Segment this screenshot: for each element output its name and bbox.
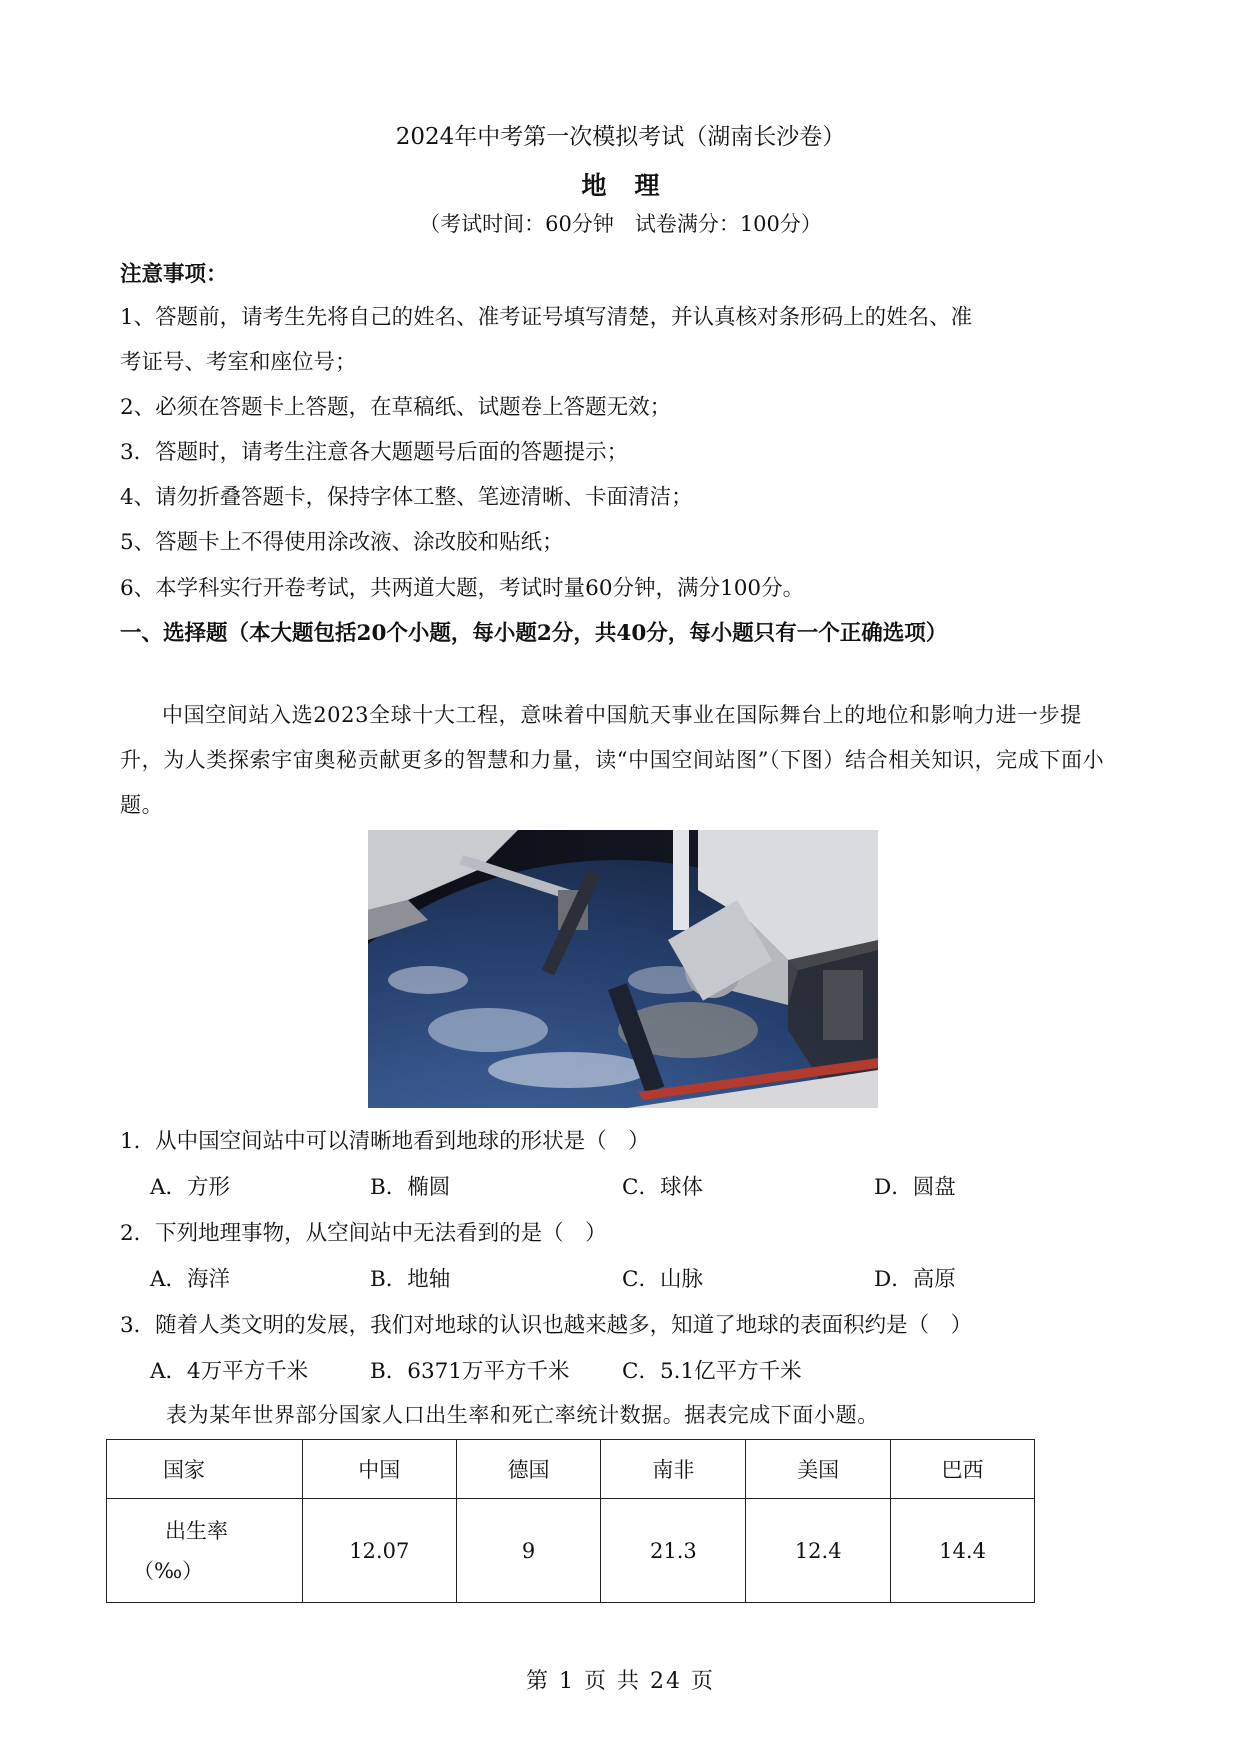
question-2-option-c[interactable]: C．山脉 <box>622 1267 703 1292</box>
question-2-stem: 2．下列地理事物，从空间站中无法看到的是（ ） <box>120 1221 607 1246</box>
passage-space-station: 中国空间站入选2023全球十大工程，意味着中国航天事业在国际舞台上的地位和影响力进一步提升，为人类探索宇宙奥秘贡献更多的智慧和力量，读“中国空间站图”（下图）结合相关知识，完成下面小题。 <box>120 703 1105 817</box>
table-header-cell: 中国 <box>302 1440 456 1499</box>
table-cell: 21.3 <box>601 1499 746 1603</box>
exam-title: 2024年中考第一次模拟考试（湖南长沙卷） <box>395 124 846 150</box>
note-line: 4、请勿折叠答题卡，保持字体工整、笔迹清晰、卡面清洁； <box>120 485 693 510</box>
question-1-option-b[interactable]: B．椭圆 <box>370 1175 451 1200</box>
row-label-line2: （‰） <box>133 1558 204 1583</box>
question-1-stem: 1．从中国空间站中可以清晰地看到地球的形状是（ ） <box>120 1129 650 1154</box>
question-1-option-d[interactable]: D．圆盘 <box>874 1175 956 1200</box>
subject-title: 地理 <box>581 171 688 200</box>
table-row-label <box>107 1499 303 1603</box>
row-label-line1: 出生率 <box>165 1518 228 1543</box>
question-3-stem: 3．随着人类文明的发展，我们对地球的认识也越来越多，知道了地球的表面积约是（ ） <box>120 1313 973 1338</box>
question-3-option-a[interactable]: A．4万平方千米 <box>150 1359 309 1384</box>
exam-time-info: （考试时间：60分钟 试卷满分：100分） <box>419 212 822 236</box>
table-header-row <box>107 1440 1035 1499</box>
question-2-option-a[interactable]: A．海洋 <box>150 1267 231 1292</box>
note-line: 考证号、考室和座位号； <box>120 350 357 375</box>
note-line: 2、必须在答题卡上答题，在草稿纸、试题卷上答题无效； <box>120 395 672 420</box>
table-cell: 12.07 <box>302 1499 456 1603</box>
notes-heading: 注意事项： <box>120 262 228 287</box>
population-table <box>106 1439 1035 1603</box>
table-header-cell: 美国 <box>746 1440 891 1499</box>
table-cell: 9 <box>456 1499 601 1603</box>
question-1-option-a[interactable]: A．方形 <box>150 1175 231 1200</box>
table-header-cell: 德国 <box>456 1440 601 1499</box>
note-line: 5、答题卡上不得使用涂改液、涂改胶和贴纸； <box>120 530 564 555</box>
note-line: 3．答题时，请考生注意各大题题号后面的答题提示； <box>120 440 629 465</box>
section-heading: 一、选择题（本大题包括20个小题，每小题2分，共40分，每小题只有一个正确选项） <box>120 621 948 646</box>
passage-population-table: 表为某年世界部分国家人口出生率和死亡率统计数据。据表完成下面小题。 <box>166 1403 879 1427</box>
question-2-option-b[interactable]: B．地轴 <box>370 1267 451 1292</box>
table-cell: 12.4 <box>746 1499 891 1603</box>
table-header-cell: 南非 <box>601 1440 746 1499</box>
question-3-option-c[interactable]: C．5.1亿平方千米 <box>622 1359 802 1384</box>
question-3-option-b[interactable]: B．6371万平方千米 <box>370 1359 570 1384</box>
page-footer: 第 1 页 共 24 页 <box>526 1669 715 1694</box>
question-2-option-d[interactable]: D．高原 <box>874 1267 956 1292</box>
note-line: 1、答题前，请考生先将自己的姓名、准考证号填写清楚，并认真核对条形码上的姓名、准 <box>120 305 973 330</box>
table-row <box>107 1499 1035 1603</box>
note-line: 6、本学科实行开卷考试，共两道大题，考试时量60分钟，满分100分。 <box>120 576 805 601</box>
question-1-option-c[interactable]: C．球体 <box>622 1175 703 1200</box>
table-cell: 14.4 <box>891 1499 1035 1603</box>
space-station-photo <box>368 830 878 1108</box>
table-header-cell: 国家 <box>107 1440 303 1499</box>
table-header-cell: 巴西 <box>891 1440 1035 1499</box>
